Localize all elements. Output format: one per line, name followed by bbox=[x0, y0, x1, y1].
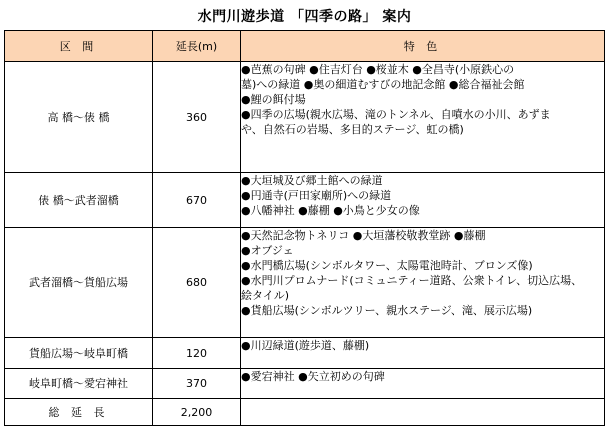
table-row bbox=[5, 228, 605, 338]
feature-line: ●芭蕉の句碑 ●住吉灯台 ●桜並木 ●全昌寺(小原鉄心の bbox=[241, 63, 515, 76]
section-cell: 俵 橋〜武者溜橋 bbox=[5, 173, 153, 228]
table-row bbox=[5, 62, 605, 173]
length-cell: 680 bbox=[153, 228, 241, 338]
section-cell: 岐阜町橋〜愛宕神社 bbox=[5, 369, 153, 399]
feature-line: ●愛宕神社 ●矢立初めの句碑 bbox=[241, 370, 385, 383]
feature-line: ●鯉の餌付場 bbox=[241, 93, 306, 106]
header-features: 特 色 bbox=[241, 31, 605, 62]
length-cell: 120 bbox=[153, 338, 241, 369]
feature-line: ●水門川プロムナード(コミュニティー道路、公衆トイレ、切込広場、 bbox=[241, 274, 583, 287]
table-header-row bbox=[5, 31, 605, 62]
total-features-cell bbox=[241, 399, 605, 426]
table-row bbox=[5, 369, 605, 399]
feature-line: ●円通寺(戸田家廟所)への緑道 bbox=[241, 189, 392, 202]
feature-line: ●四季の広場(親水広場、滝のトンネル、自噴水の小川、あずま bbox=[241, 108, 551, 121]
total-row bbox=[5, 399, 605, 426]
page-title: 水門川遊歩道 「四季の路」 案内 bbox=[197, 9, 412, 25]
feature-line: ●大垣城及び郷土館への緑道 bbox=[241, 174, 383, 187]
feature-line: ●川辺緑道(遊歩道、藤棚) bbox=[241, 339, 370, 352]
section-cell: 高 橋〜俵 橋 bbox=[5, 62, 153, 173]
table-row bbox=[5, 173, 605, 228]
feature-line: ●八幡神社 ●藤棚 ●小鳥と少女の像 bbox=[241, 204, 420, 217]
features-cell bbox=[241, 173, 605, 228]
features-cell bbox=[241, 369, 605, 399]
section-cell: 貨船広場〜岐阜町橋 bbox=[5, 338, 153, 369]
length-cell: 670 bbox=[153, 173, 241, 228]
total-length-cell: 2,200 bbox=[153, 399, 241, 426]
total-label-cell: 総 延 長 bbox=[5, 399, 153, 426]
section-cell: 武者溜橋〜貨船広場 bbox=[5, 228, 153, 338]
route-table bbox=[4, 30, 605, 426]
features-cell bbox=[241, 62, 605, 173]
features-cell bbox=[241, 338, 605, 369]
table-row bbox=[5, 338, 605, 369]
header-length: 延長(m) bbox=[153, 31, 241, 62]
feature-line: や、自然石の岩場、多目的ステージ、虹の橋) bbox=[241, 123, 464, 136]
feature-line: ●オブジェ bbox=[241, 244, 294, 257]
feature-line: 墓)への緑道 ●奥の細道むすびの地記念館 ●総合福祉会館 bbox=[241, 78, 525, 91]
length-cell: 370 bbox=[153, 369, 241, 399]
feature-line: ●水門橋広場(シンボルタワー、太陽電池時計、ブロンズ像) bbox=[241, 259, 533, 272]
feature-line: 絵タイル) bbox=[241, 289, 290, 302]
length-cell: 360 bbox=[153, 62, 241, 173]
features-cell bbox=[241, 228, 605, 338]
feature-line: ●天然記念物トネリコ ●大垣藩校敬教堂跡 ●藤棚 bbox=[241, 229, 486, 242]
header-section: 区 間 bbox=[5, 31, 153, 62]
feature-line: ●貨船広場(シンボルツリー、親水ステージ、滝、展示広場) bbox=[241, 304, 533, 317]
